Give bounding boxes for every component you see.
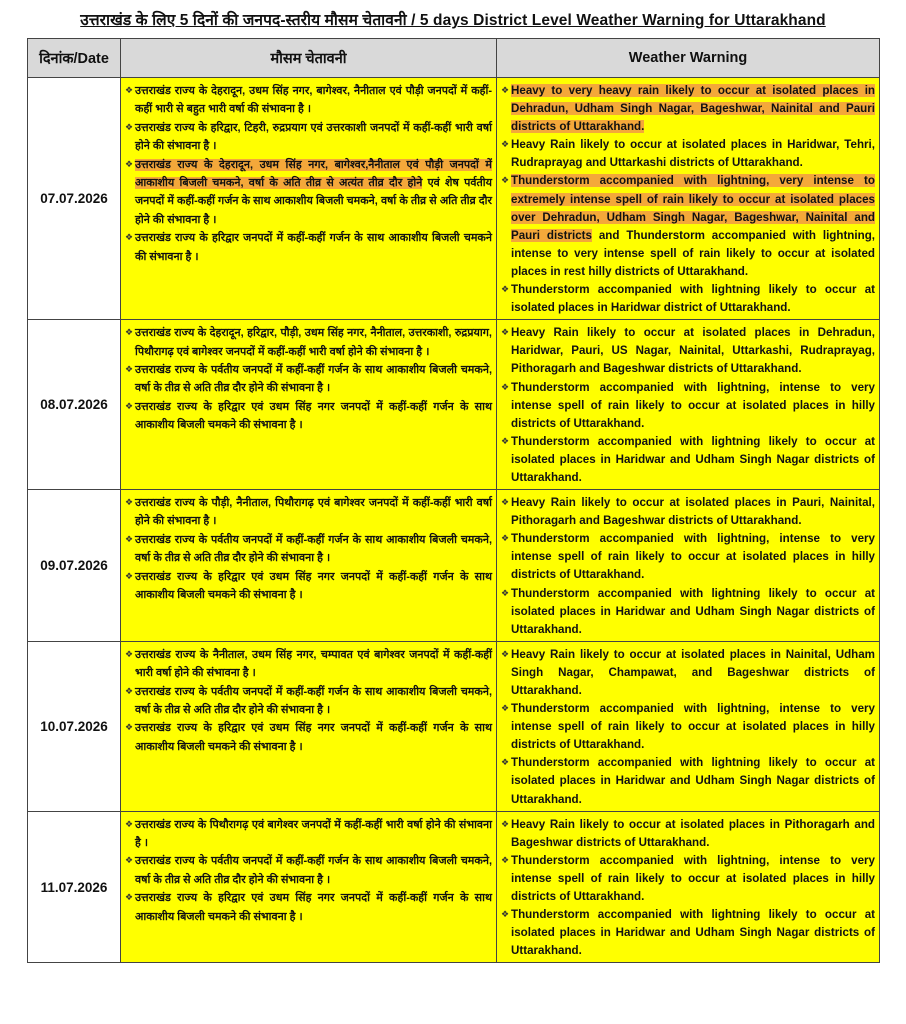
diamond-bullet-icon: ❖ — [125, 232, 134, 243]
warning-text: Thunderstorm accompanied with lightning, intense to very intense spell of rain likely to occur at isolated places in hilly districts of Uttarakhand. — [511, 853, 875, 904]
warning-item-english — [501, 324, 875, 378]
warning-item-english — [501, 530, 875, 584]
warning-item-hindi — [125, 568, 492, 605]
warning-item-hindi — [125, 156, 492, 230]
english-warning-cell — [497, 490, 880, 642]
diamond-bullet-icon: ❖ — [125, 648, 134, 659]
warning-item-hindi — [125, 398, 492, 435]
warning-text: Thunderstorm accompanied with lightning likely to occur at isolated places in Haridwar and Udham Singh Nagar districts of Uttarakhand. — [511, 908, 875, 958]
diamond-bullet-icon: ❖ — [501, 139, 510, 150]
warning-text: Thunderstorm accompanied with lightning, intense to very intense spell of rain likely to occur at isolated places in hilly districts of Uttarakhand. — [511, 702, 875, 752]
warning-text: उत्तराखंड राज्य के देहरादून, हरिद्वार, पौड़ी, उधम सिंह नगर, नैनीताल, उत्तरकाशी, रुद्रप्रयाग, पिथौरागढ़ एवं बागेश्वर जनपदों में कहीं-कहीं भारी वर्षा होने की संभावना है । — [135, 327, 492, 358]
diamond-bullet-icon: ❖ — [501, 909, 510, 920]
table-row — [28, 811, 880, 963]
header-date: दिनांक/Date — [28, 39, 121, 78]
warning-text: उत्तराखंड राज्य के पर्वतीय जनपदों में कहीं-कहीं गर्जन के साथ आकाशीय बिजली चमकने, वर्षा के तीव्र से अति तीव्र दौर होने की संभावना है । — [135, 364, 492, 395]
warning-item-hindi — [125, 82, 492, 119]
hindi-warning-cell — [121, 811, 497, 963]
diamond-bullet-icon: ❖ — [125, 533, 134, 544]
warning-text: उत्तराखंड राज्य के हरिद्वार एवं उधम सिंह नगर जनपदों में कहीं-कहीं गर्जन के साथ आकाशीय बिजली चमकने की संभावना है । — [135, 722, 492, 753]
diamond-bullet-icon: ❖ — [501, 381, 510, 392]
warning-item-english — [501, 906, 875, 960]
diamond-bullet-icon: ❖ — [125, 818, 134, 829]
table-row — [28, 490, 880, 642]
warning-item-hindi — [125, 324, 492, 361]
warning-text: Heavy Rain likely to occur at isolated places in Dehradun, Haridwar, Pauri, US Nagar, Nainital, Uttarkashi, Rudraprayag, Pithoragarh and Bageshwar districts of Uttarakhand. — [511, 326, 875, 376]
date-cell: 09.07.2026 — [28, 490, 121, 642]
warning-item-hindi — [125, 852, 492, 889]
warning-text: एवं शेष पर्वतीय जनपदों में कहीं-कहीं गर्जन के साथ आकाशीय बिजली चमकने, वर्षा के तीव्र से अति तीव्र दौर होने की संभावना है । — [135, 177, 492, 226]
warning-text: उत्तराखंड राज्य के पौड़ी, नैनीताल, पिथौरागढ़ एवं बागेश्वर जनपदों में कहीं-कहीं भारी वर्षा होने की संभावना है । — [135, 497, 492, 528]
header-hindi: मौसम चेतावनी — [121, 39, 497, 78]
diamond-bullet-icon: ❖ — [501, 703, 510, 714]
diamond-bullet-icon: ❖ — [501, 435, 510, 446]
english-warning-cell — [497, 320, 880, 490]
warning-item-hindi — [125, 816, 492, 853]
warning-item-hindi — [125, 719, 492, 756]
hindi-warning-cell — [121, 490, 497, 642]
warning-item-english — [501, 82, 875, 136]
warning-text: उत्तराखंड राज्य के हरिद्वार एवं उधम सिंह नगर जनपदों में कहीं-कहीं गर्जन के साथ आकाशीय बिजली चमकने की संभावना है । — [135, 400, 492, 432]
warning-text: Heavy Rain likely to occur at isolated places in Pithoragarh and Bageshwar districts of Uttarakhand. — [511, 817, 875, 849]
warning-text: Thunderstorm accompanied with lightning likely to occur at isolated places in Haridwar and Udham Singh Nagar districts of Uttarakhand. — [511, 434, 875, 484]
warning-item-english — [501, 172, 875, 281]
warning-item-hindi — [125, 361, 492, 398]
warning-text: Heavy Rain likely to occur at isolated places in Nainital, Udham Singh Nagar, Champawat, and Bageshwar districts of Uttarakhand. — [511, 647, 875, 697]
warning-item-english — [501, 852, 875, 906]
diamond-bullet-icon: ❖ — [125, 400, 134, 411]
table-row — [28, 641, 880, 811]
table-row — [28, 78, 880, 320]
highlighted-text: Thunderstorm accompanied with lightning, very intense to extremely intense spell of rain likely to occur at isolated places over Dehradun, Udham Singh Nagar, Bageshwar, Nainital and Pauri districts — [511, 174, 875, 242]
diamond-bullet-icon: ❖ — [125, 158, 134, 169]
date-cell: 07.07.2026 — [28, 78, 121, 320]
hindi-warning-cell — [121, 78, 497, 320]
warning-text: Heavy Rain likely to occur at isolated places in Haridwar, Tehri, Rudraprayag and Uttarkashi districts of Uttarakhand. — [511, 138, 875, 170]
diamond-bullet-icon: ❖ — [501, 85, 510, 95]
diamond-bullet-icon: ❖ — [125, 855, 134, 866]
english-warning-cell — [497, 78, 880, 320]
warning-item-hindi — [125, 494, 492, 531]
warning-item-hindi — [125, 229, 492, 266]
date-cell: 11.07.2026 — [28, 811, 121, 963]
warning-text: Thunderstorm accompanied with lightning likely to occur at isolated places in Haridwar district of Uttarakhand. — [511, 283, 875, 315]
warning-item-english — [501, 816, 875, 852]
warning-text: Thunderstorm accompanied with lightning likely to occur at isolated places in Haridwar and Udham Singh Nagar districts of Uttarakhand. — [511, 586, 875, 636]
warning-text: Heavy Rain likely to occur at isolated places in Pauri, Nainital, Pithoragarh and Bageshwar districts of Uttarakhand. — [511, 496, 875, 528]
warning-item-english — [501, 585, 875, 639]
warning-item-english — [501, 754, 875, 808]
highlighted-text: Heavy to very heavy rain likely to occur at isolated places in Dehradun, Udham Singh Nagar, Bageshwar, Nainital and Pauri districts of Uttarakhand. — [511, 84, 875, 134]
warning-item-english — [501, 136, 875, 172]
warning-item-hindi — [125, 531, 492, 568]
english-warning-cell — [497, 811, 880, 963]
warning-text: and Thunderstorm accompanied with lightning, intense to very intense spell of rain likely to occur at isolated places in rest hilly districts of Uttarakhand. — [511, 228, 875, 278]
hindi-warning-cell — [121, 641, 497, 811]
highlighted-text: उत्तराखंड राज्य के देहरादून, उधम सिंह नगर, बागेश्वर,नैनीताल एवं पौड़ी जनपदों में आकाशीय बिजली चमकने, वर्षा के अति तीव्र से अत्यंत तीव्र दौर होने — [135, 158, 492, 190]
warning-text: उत्तराखंड राज्य के पर्वतीय जनपदों में कहीं-कहीं गर्जन के साथ आकाशीय बिजली चमकने, वर्षा के तीव्र से अति तीव्र दौर होने की संभावना है । — [135, 533, 492, 565]
warning-item-english — [501, 379, 875, 433]
table-header-row — [28, 39, 880, 78]
warning-item-hindi — [125, 646, 492, 683]
warning-text: Thunderstorm accompanied with lightning, intense to very intense spell of rain likely to occur at isolated places in hilly districts of Uttarakhand. — [511, 532, 875, 582]
diamond-bullet-icon: ❖ — [125, 364, 134, 375]
warning-item-english — [501, 281, 875, 317]
warning-item-hindi — [125, 889, 492, 926]
table-row — [28, 320, 880, 490]
diamond-bullet-icon: ❖ — [501, 327, 510, 338]
warning-item-english — [501, 494, 875, 530]
warning-item-english — [501, 646, 875, 700]
warning-text: उत्तराखंड राज्य के देहरादून, उधम सिंह नगर, बागेश्वर, नैनीताल एवं पौड़ी जनपदों में कहीं-कहीं भारी से बहुत भारी वर्षा की संभावना है । — [135, 85, 492, 116]
diamond-bullet-icon: ❖ — [125, 685, 134, 696]
warning-text: उत्तराखंड राज्य के पिथौरागढ़ एवं बागेश्वर जनपदों में कहीं-कहीं भारी वर्षा होने की संभावना है । — [135, 818, 492, 850]
warning-item-english — [501, 700, 875, 754]
diamond-bullet-icon: ❖ — [125, 722, 134, 733]
warning-table — [27, 38, 880, 963]
document-title: उत्तराखंड के लिए 5 दिनों की जनपद-स्तरीय मौसम चेतावनी / 5 days District Level Weather Warning for Uttarakhand — [80, 12, 826, 29]
warning-item-hindi — [125, 119, 492, 156]
warning-text: उत्तराखंड राज्य के हरिद्वार एवं उधम सिंह नगर जनपदों में कहीं-कहीं गर्जन के साथ आकाशीय बिजली चमकने की संभावना है । — [135, 570, 492, 602]
warning-text: उत्तराखंड राज्य के हरिद्वार एवं उधम सिंह नगर जनपदों में कहीं-कहीं गर्जन के साथ आकाशीय बिजली चमकने की संभावना है । — [135, 892, 492, 923]
diamond-bullet-icon: ❖ — [501, 587, 510, 598]
diamond-bullet-icon: ❖ — [125, 892, 134, 903]
diamond-bullet-icon: ❖ — [501, 757, 510, 768]
diamond-bullet-icon: ❖ — [125, 85, 134, 95]
warning-item-english — [501, 433, 875, 487]
warning-text: Thunderstorm accompanied with lightning, intense to very intense spell of rain likely to occur at isolated places in hilly districts of Uttarakhand. — [511, 380, 875, 430]
warning-text: उत्तराखंड राज्य के हरिद्वार जनपदों में कहीं-कहीं गर्जन के साथ आकाशीय बिजली चमकने की संभावना है । — [135, 232, 492, 263]
warning-text: उत्तराखंड राज्य के पर्वतीय जनपदों में कहीं-कहीं गर्जन के साथ आकाशीय बिजली चमकने, वर्षा के तीव्र से अति तीव्र दौर होने की संभावना है । — [135, 855, 492, 886]
english-warning-cell — [497, 641, 880, 811]
warning-text: Thunderstorm accompanied with lightning likely to occur at isolated places in Haridwar and Udham Singh Nagar districts of Uttarakhand. — [511, 756, 875, 806]
diamond-bullet-icon: ❖ — [501, 284, 510, 295]
diamond-bullet-icon: ❖ — [501, 175, 510, 186]
diamond-bullet-icon: ❖ — [501, 533, 510, 544]
diamond-bullet-icon: ❖ — [125, 570, 134, 581]
warning-text: उत्तराखंड राज्य के पर्वतीय जनपदों में कहीं-कहीं गर्जन के साथ आकाशीय बिजली चमकने, वर्षा के तीव्र से अति तीव्र दौर होने की संभावना है । — [135, 685, 492, 717]
warning-text: उत्तराखंड राज्य के नैनीताल, उधम सिंह नगर, चम्पावत एवं बागेश्वर जनपदों में कहीं-कहीं भारी वर्षा होने की संभावना है । — [135, 648, 492, 680]
warning-text: उत्तराखंड राज्य के हरिद्वार, टिहरी, रुद्रप्रयाग एवं उत्तरकाशी जनपदों में कहीं-कहीं भारी वर्षा होने की संभावना है । — [135, 121, 492, 153]
diamond-bullet-icon: ❖ — [501, 854, 510, 865]
date-cell: 08.07.2026 — [28, 320, 121, 490]
diamond-bullet-icon: ❖ — [501, 648, 510, 659]
diamond-bullet-icon: ❖ — [501, 818, 510, 829]
diamond-bullet-icon: ❖ — [125, 121, 134, 132]
date-cell: 10.07.2026 — [28, 641, 121, 811]
diamond-bullet-icon: ❖ — [125, 497, 134, 508]
hindi-warning-cell — [121, 320, 497, 490]
header-english: Weather Warning — [497, 39, 880, 78]
diamond-bullet-icon: ❖ — [125, 327, 134, 338]
diamond-bullet-icon: ❖ — [501, 497, 510, 508]
warning-item-hindi — [125, 683, 492, 720]
